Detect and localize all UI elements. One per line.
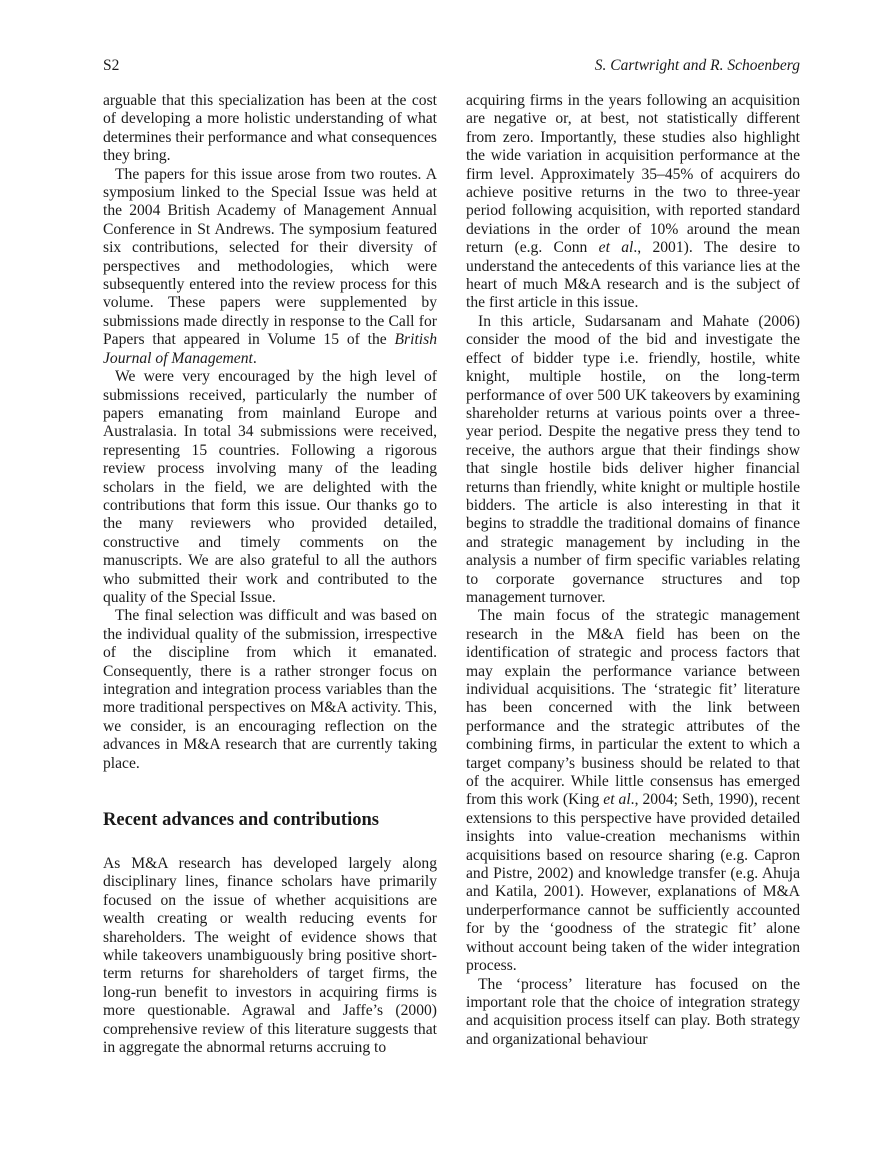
paragraph-text: The main focus of the strategic management research in the M&A field has been on the identification of strategic and process factors that may explain the performance variance between individual acquisitions. The ‘strategic fit’ literature has been concerned with the link between performance and the strategic attributes of the combining firms, in particular the extent to which a target company’s business should be related to that of the acquirer. While little consensus has emerged from this work (King — [466, 607, 800, 809]
running-header — [103, 56, 800, 80]
left-column — [103, 92, 437, 1058]
paragraph: arguable that this specialization has been at the cost of developing a more holistic understanding of what determines their performance and what consequences they bring. — [103, 92, 437, 165]
paragraph: We were very encouraged by the high level of submissions received, particularly the number of papers emanating from mainland Europe and Australasia. In total 34 submissions were received, representing 15 countries. Following a rigorous review process involving many of the leading scholars in the field, we are delighted with the contributions that form this issue. Our thanks go to the many reviewers who provided detailed, constructive and timely comments on the manuscripts. We are also grateful to all the authors who submitted their work and contributed to the quality of the Special Issue. — [103, 368, 437, 606]
paragraph-text: . — [252, 349, 257, 367]
paragraph-text: acquiring firms in the years following an acquisition are negative or, at best, not statistically different from zero. Importantly, these studies also highlight the wide variation in acquisition performance at the firm level. Approximately 35–45% of acquirers do achieve positive returns in the two to three-year period following acquisition, with reported standard deviations in the order of 10% around the mean return (e.g. Conn — [466, 92, 800, 257]
paragraph-text: The papers for this issue arose from two routes. A symposium linked to the Special Issue was held at the 2004 British Academy of Management Annual Conference in St Andrews. The symposium featured six contributions, selected for their diversity of perspectives and methodologies, which were subsequently entered into the review process for this volume. These papers were supplemented by submissions made directly in response to the Call for Papers that appeared in Volume 15 of the — [103, 165, 437, 349]
paragraph — [103, 166, 437, 368]
running-authors: S. Cartwright and R. Schoenberg — [594, 57, 800, 74]
paragraph-text: ., 2004; Seth, 1990), recent extensions to this perspective have provided detailed insights into value-creation mechanisms within acquisitions based on resource sharing (e.g. Capron and Pistre, 2002) and knowledge transfer (e.g. Ahuja and Katila, 2001). However, explanations of M&A underperformance cannot be sufficiently accounted for by the ‘goodness of the strategic fit’ alone without account being taken of the wider integration process. — [466, 791, 800, 975]
paragraph: In this article, Sudarsanam and Mahate (2006) consider the mood of the bid and investigate the effect of bidder type i.e. friendly, hostile, white knight, multiple hostile, on the long-term performance of over 500 UK takeovers by examining shareholder returns at various points over a three-year period. Despite the negative press they tend to receive, the authors argue that their findings show that single hostile bids deliver higher financial returns than friendly, white knight or multiple hostile bidders. The article is also interesting in that it begins to straddle the traditional domains of finance and strategic management by including in the analysis a number of firm specific variables relating to corporate governance structures and top management turnover. — [466, 312, 800, 606]
paragraph — [466, 92, 800, 313]
citation-et-al: et al — [603, 791, 631, 809]
section-heading: Recent advances and contributions — [103, 810, 379, 831]
paragraph: As M&A research has developed largely along disciplinary lines, finance scholars have primarily focused on the issue of whether acquisitions are wealth creating or wealth reducing events for shareholders. The weight of evidence shows that while takeovers unambiguously bring positive short-term returns for shareholders of target firms, the long-run benefit to investors in acquiring firms is more questionable. Agrawal and Jaffe’s (2000) comprehensive review of this literature suggests that in aggregate the abnormal returns accruing to — [103, 855, 437, 1057]
paragraph: The ‘process’ literature has focused on the important role that the choice of integration strategy and acquisition process itself can play. Both strategy and organizational behaviour — [466, 975, 800, 1048]
paragraph — [466, 607, 800, 975]
paragraph: The final selection was difficult and was based on the individual quality of the submission, irrespective of the discipline from which it emanated. Consequently, there is a rather stronger focus on integration and integration process variables than the more traditional perspectives on M&A activity. This, we consider, is an encouraging reflection on the advances in M&A research that are currently taking place. — [103, 607, 437, 772]
journal-name: British Journal of Management — [103, 331, 437, 367]
paragraph-text: ., 2001). The desire to understand the antecedents of this variance lies at the heart of much M&A research and is the subject of the first article in this issue. — [466, 239, 800, 312]
citation-et-al: et al — [598, 239, 634, 257]
right-column — [466, 92, 800, 1049]
page-number: S2 — [103, 57, 120, 74]
